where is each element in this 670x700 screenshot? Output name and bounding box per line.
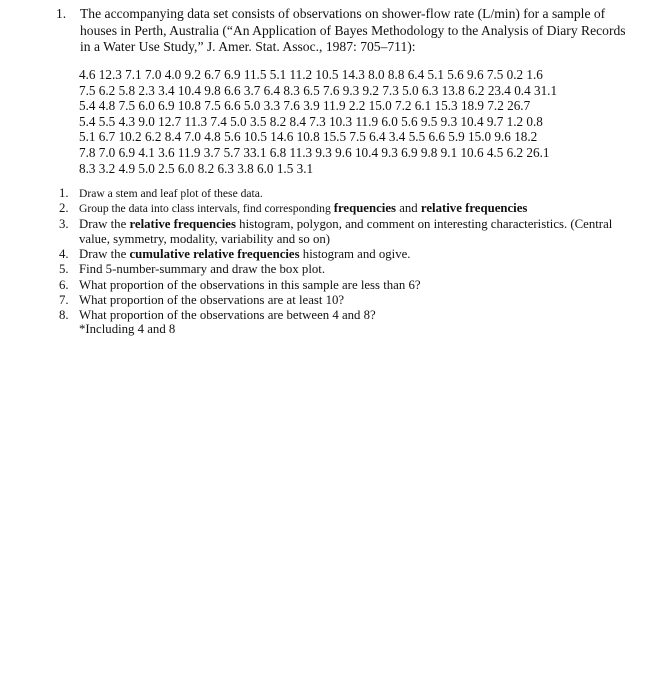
question-item xyxy=(59,186,639,201)
question-number: 7. xyxy=(59,293,69,308)
question-text: Draw the xyxy=(79,216,130,231)
footnote: *Including 4 and 8 xyxy=(79,322,176,336)
question-list xyxy=(59,186,639,324)
data-set xyxy=(79,67,639,176)
question-item xyxy=(59,278,639,293)
question-text: What proportion of the observations in this sample are less than 6? xyxy=(79,277,421,292)
question-text: Draw the xyxy=(79,247,130,262)
data-line: 8.3 3.2 4.9 5.0 2.5 6.0 8.2 6.3 3.8 6.0 1.5 3.1 xyxy=(79,160,314,176)
question-number: 2. xyxy=(59,201,69,216)
problem-statement xyxy=(56,6,636,56)
data-line: 5.4 5.5 4.3 9.0 12.7 11.3 7.4 5.0 3.5 8.2 8.4 7.3 10.3 11.9 6.0 5.6 9.5 9.3 10.4 9.7 1.2 0.8 xyxy=(79,113,543,129)
question-text: histogram, polygon, and comment on interesting characteristics. (Central value, symmetry, modality, variability and so on) xyxy=(79,216,613,246)
data-line: 7.8 7.0 6.9 4.1 3.6 11.9 3.7 5.7 33.1 6.8 11.3 9.3 9.6 10.4 9.3 6.9 9.8 9.1 10.6 4.5 6.2 26.1 xyxy=(79,144,550,160)
question-number: 5. xyxy=(59,262,69,277)
problem-text: The accompanying data set consists of observations on shower-flow rate (L/min) for a sample of houses in Perth, Australia (“An Application of Bayes Methodology to the Analysis of Diary Records in a Water Use Study,” J. Amer. Stat. Assoc., 1987: 705–711): xyxy=(80,6,626,54)
question-number: 6. xyxy=(59,277,69,292)
question-item xyxy=(59,262,639,277)
question-emphasis: relative frequencies xyxy=(420,201,528,216)
question-number: 4. xyxy=(59,247,69,262)
question-item xyxy=(59,293,639,308)
question-text: Group the data into class intervals, find corresponding xyxy=(79,202,334,216)
data-line: 7.5 6.2 5.8 2.3 3.4 10.4 9.8 6.6 3.7 6.4 8.3 6.5 7.6 9.3 9.2 7.3 5.0 6.3 13.8 6.2 23.4 0.4 31.1 xyxy=(79,82,558,98)
question-text: What proportion of the observations are between 4 and 8? xyxy=(79,308,376,323)
question-text: Draw a stem and leaf plot of these data. xyxy=(79,187,263,200)
question-text: and xyxy=(396,201,421,216)
question-item xyxy=(59,247,639,262)
question-text: histogram and ogive. xyxy=(299,247,411,262)
question-emphasis: relative frequencies xyxy=(129,216,236,231)
question-number: 3. xyxy=(59,216,69,231)
data-line: 5.1 6.7 10.2 6.2 8.4 7.0 4.8 5.6 10.5 14.6 10.8 15.5 7.5 6.4 3.4 5.5 6.6 5.9 15.0 9.6 18.2 xyxy=(79,129,538,145)
question-text: What proportion of the observations are at least 10? xyxy=(79,293,345,308)
question-number: 8. xyxy=(59,308,69,323)
question-emphasis: frequencies xyxy=(333,201,397,216)
question-item xyxy=(59,217,639,248)
question-item xyxy=(59,201,639,216)
question-number: 1. xyxy=(59,186,69,200)
data-line: 5.4 4.8 7.5 6.0 6.9 10.8 7.5 6.6 5.0 3.3 7.6 3.9 11.9 2.2 15.0 7.2 6.1 15.3 18.9 7.2 26.7 xyxy=(79,98,531,114)
problem-number: 1. xyxy=(56,6,67,21)
question-text: Find 5-number-summary and draw the box plot. xyxy=(79,262,326,277)
data-line: 4.6 12.3 7.1 7.0 4.0 9.2 6.7 6.9 11.5 5.1 11.2 10.5 14.3 8.0 8.8 6.4 5.1 5.6 9.6 7.5 0.2 1.6 xyxy=(79,67,543,82)
question-emphasis: cumulative relative frequencies xyxy=(129,247,300,262)
